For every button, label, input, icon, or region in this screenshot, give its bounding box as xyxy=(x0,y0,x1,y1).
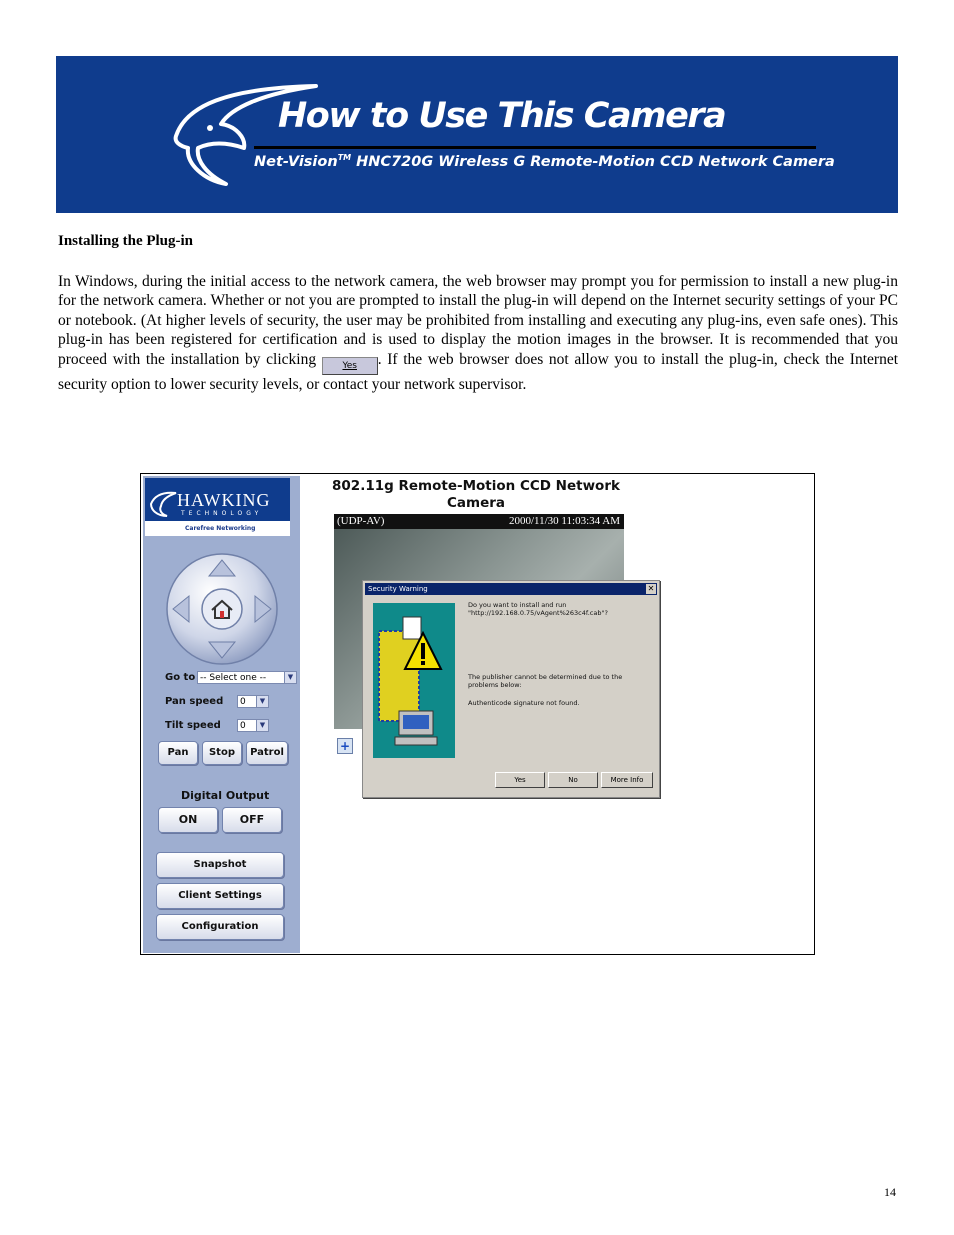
digital-output-label: Digital Output xyxy=(181,789,270,802)
output-on-button[interactable]: ON xyxy=(158,807,218,833)
security-graphic xyxy=(373,603,455,758)
dialog-question: Do you want to install and run "http://192.168.0.75/vAgent%263c4f.cab"? xyxy=(468,601,608,617)
configuration-button[interactable]: Configuration xyxy=(156,914,284,940)
close-icon[interactable]: ✕ xyxy=(647,584,655,593)
security-warning-dialog xyxy=(362,580,660,798)
body-paragraph: In Windows, during the initial access to the network camera, the web browser may prompt you for permission to install a new plug-in for the network camera. Whether or not you are prompted to install the plug-in will depend on the Internet security settings of your PC or notebook. (At higher levels of security, the user may be prohibited from installing and executing any plug-ins, even safe ones). This plug-in has been registered for certification and is used to display the motion images in the browser. It is recommended that you proceed with the installation by clicking Yes . If the web browser does not allow you to install the plug-in, check the Internet security option to lower security levels, or contact your network supervisor. xyxy=(58,273,899,393)
dialog-titlebar: Security Warning ✕ xyxy=(365,583,657,595)
dialog-more-info-button[interactable]: More Info xyxy=(601,772,653,788)
dialog-no-button[interactable]: No xyxy=(548,772,598,788)
dialog-yes-button[interactable]: Yes xyxy=(495,772,545,788)
video-status-bar xyxy=(334,514,624,529)
goto-select[interactable]: -- Select one -- ▼ xyxy=(197,671,297,684)
header-banner xyxy=(56,56,898,213)
control-sidebar xyxy=(143,476,300,953)
hawk-swoosh-icon xyxy=(149,488,177,518)
logo-tagline: Carefree Networking xyxy=(145,521,290,536)
banner-rule xyxy=(254,146,816,149)
chevron-down-icon: ▼ xyxy=(284,672,296,683)
ptz-direction-pad[interactable] xyxy=(165,552,279,666)
pan-speed-label: Pan speed xyxy=(165,696,224,707)
chevron-down-icon: ▼ xyxy=(256,720,268,731)
output-off-button[interactable]: OFF xyxy=(222,807,282,833)
page-number: 14 xyxy=(884,1185,896,1199)
banner-subtitle: Net-Vision™ HNC720G Wireless G Remote-Motion CCD Network Camera xyxy=(254,153,835,170)
stream-mode: (UDP-AV) xyxy=(337,515,385,527)
video-timestamp: 2000/11/30 11:03:34 AM xyxy=(508,515,620,527)
camera-title: 802.11g Remote-Motion CCD Network Camera xyxy=(332,478,620,511)
pan-speed-select[interactable]: 0 ▼ xyxy=(237,695,269,708)
zoom-icon[interactable]: + xyxy=(337,738,353,754)
banner-title: How to Use This Camera xyxy=(278,96,726,136)
goto-label: Go to xyxy=(165,672,196,683)
logo-text: HAWKING xyxy=(177,490,271,510)
snapshot-button[interactable]: Snapshot xyxy=(156,852,284,878)
pan-button[interactable]: Pan xyxy=(158,741,198,765)
yes-button-image: Yes xyxy=(322,357,378,375)
warning-shield-icon xyxy=(373,603,455,758)
tilt-speed-label: Tilt speed xyxy=(165,720,221,731)
client-settings-button[interactable]: Client Settings xyxy=(156,883,284,909)
dialog-publisher-message: The publisher cannot be determined due to the problems below: xyxy=(468,673,623,689)
camera-ui-screenshot xyxy=(140,473,815,955)
dialog-auth-message: Authenticode signature not found. xyxy=(468,699,580,707)
chevron-down-icon: ▼ xyxy=(256,696,268,707)
tilt-speed-select[interactable]: 0 ▼ xyxy=(237,719,269,732)
stop-button[interactable]: Stop xyxy=(202,741,242,765)
patrol-button[interactable]: Patrol xyxy=(246,741,288,765)
section-heading: Installing the Plug-in xyxy=(58,233,194,249)
logo-subtext: TECHNOLOGY xyxy=(181,510,263,517)
